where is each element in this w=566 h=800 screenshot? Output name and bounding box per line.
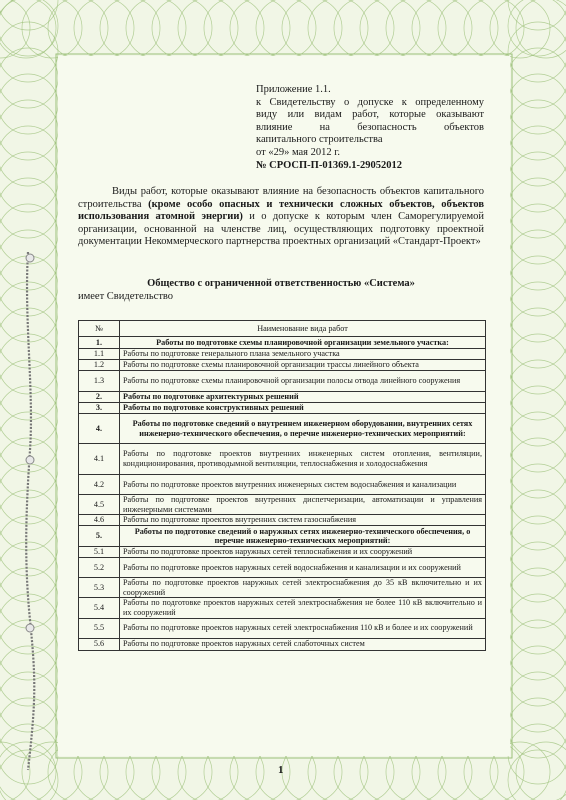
table-row xyxy=(79,495,486,515)
table-row xyxy=(79,444,486,475)
row-text: Работы по подготовке проектов внутренних диспетчеризации, автоматизации и управления инженерными системами xyxy=(120,495,486,515)
page-number: 1 xyxy=(278,764,284,776)
table-row xyxy=(79,547,486,558)
row-number: 3. xyxy=(79,403,120,414)
table-row xyxy=(79,515,486,526)
eyelet-icon xyxy=(26,456,34,464)
appendix-line: влияние на безопасность объектов xyxy=(256,121,484,133)
row-number: 4.5 xyxy=(79,495,120,515)
appendix-title: Приложение 1.1. xyxy=(256,84,331,95)
eyelet-icon xyxy=(26,254,34,262)
row-text: Работы по подготовке проектов наружных сетей слаботочных систем xyxy=(120,638,486,650)
row-text: Работы по подготовке сведений о наружных сетях инженерно-технического обеспечения, о перечне инженерно-технических мероприятий: xyxy=(120,526,486,547)
appendix-line: капитального строительства xyxy=(256,134,383,146)
intro-text: и о допуске к которым член Саморегулируемой организации, основанной на членстве лиц, осуществляющих подготовку проектной документации Некоммерческого партнерства проектных организаций «Стандарт-Проект» xyxy=(78,211,485,248)
row-text: Работы по подготовке проектов наружных сетей электроснабжения не более 110 кВ включительно и их сооружений xyxy=(120,598,486,618)
row-number: 1.2 xyxy=(79,360,120,371)
appendix-header xyxy=(256,84,484,172)
works-table xyxy=(78,320,486,651)
table-row xyxy=(79,598,486,618)
row-number: 5.5 xyxy=(79,618,120,638)
row-number: 5.1 xyxy=(79,547,120,558)
intro-bold-text: (кроме особо опасных и технически сложных объектов, объектов использования атомной энергии) xyxy=(78,198,484,223)
row-number: 1.1 xyxy=(79,349,120,360)
eyelet-icon xyxy=(26,624,34,632)
appendix-line: виду или видам работ, которые оказывают xyxy=(256,109,484,121)
row-number: 2. xyxy=(79,392,120,403)
table-row xyxy=(79,638,486,650)
appendix-date: от «29» мая 2012 г. xyxy=(256,146,341,158)
row-number: 1. xyxy=(79,337,120,349)
row-text: Работы по подготовке проектов внутренних инженерных систем отопления, вентиляции, кондиционирования, противодымной вентиляции, теплоснабжения и холодоснабжения xyxy=(120,444,486,475)
row-text: Работы по подготовке проектов наружных сетей теплоснабжения и их сооружений xyxy=(120,547,486,558)
table-row xyxy=(79,403,486,414)
row-number: 4.6 xyxy=(79,515,120,526)
organization-name: Общество с ограниченной ответственностью «Система» xyxy=(147,278,415,289)
table-row xyxy=(79,337,486,349)
table-header-row xyxy=(79,321,486,337)
organization-block xyxy=(78,278,484,303)
table-row xyxy=(79,526,486,547)
row-number: 4.2 xyxy=(79,475,120,495)
row-text: Работы по подготовке проектов наружных сетей электроснабжения до 35 кВ включительно и их сооружений xyxy=(120,578,486,598)
row-text: Работы по подготовке архитектурных решений xyxy=(120,392,486,403)
row-number: 5. xyxy=(79,526,120,547)
table-row xyxy=(79,392,486,403)
row-number: 5.3 xyxy=(79,578,120,598)
table-row xyxy=(79,558,486,578)
certificate-number: № СРОСП-П-01369.1-29052012 xyxy=(256,159,402,171)
table-row xyxy=(79,414,486,444)
row-text: Работы по подготовке проектов наружных сетей водоснабжения и канализации и их сооружений xyxy=(120,558,486,578)
row-text: Работы по подготовке проектов внутренних систем газоснабжения xyxy=(120,515,486,526)
row-number: 5.2 xyxy=(79,558,120,578)
row-number: 5.6 xyxy=(79,638,120,650)
row-text: Работы по подготовке схемы планировочной организации полосы отвода линейного сооружения xyxy=(120,371,486,392)
row-number: 4. xyxy=(79,414,120,444)
row-text: Работы по подготовке проектов внутренних инженерных систем водоснабжения и канализации xyxy=(120,475,486,495)
appendix-line: к Свидетельству о допуске к определенному xyxy=(256,96,484,108)
row-number: 4.1 xyxy=(79,444,120,475)
table-row xyxy=(79,349,486,360)
row-number: 5.4 xyxy=(79,598,120,618)
table-row xyxy=(79,371,486,392)
row-text: Работы по подготовке проектов наружных сетей электроснабжения 110 кВ и более и их сооружений xyxy=(120,618,486,638)
intro-paragraph xyxy=(78,186,484,249)
table-row xyxy=(79,475,486,495)
table-row xyxy=(79,618,486,638)
row-text: Работы по подготовке схемы планировочной организации трассы линейного объекта xyxy=(120,360,486,371)
intro-text: Виды работ, которые оказывают влияние на безопасность объектов капитального строительства xyxy=(78,186,484,210)
row-text: Работы по подготовке генерального плана земельного участка xyxy=(120,349,486,360)
row-number: 1.3 xyxy=(79,371,120,392)
column-header-number: № xyxy=(79,321,120,337)
row-text: Работы по подготовке сведений о внутреннем инженерном оборудовании, внутренних сетях инженерно-технического обеспечения, о перечне инженерно-технических мероприятий: xyxy=(120,414,486,444)
table-row xyxy=(79,360,486,371)
table-row xyxy=(79,578,486,598)
organization-suffix: имеет Свидетельство xyxy=(78,290,174,302)
row-text: Работы по подготовке схемы планировочной организации земельного участка: xyxy=(120,337,486,349)
column-header-name: Наименование вида работ xyxy=(120,321,486,337)
row-text: Работы по подготовке конструктивных решений xyxy=(120,403,486,414)
